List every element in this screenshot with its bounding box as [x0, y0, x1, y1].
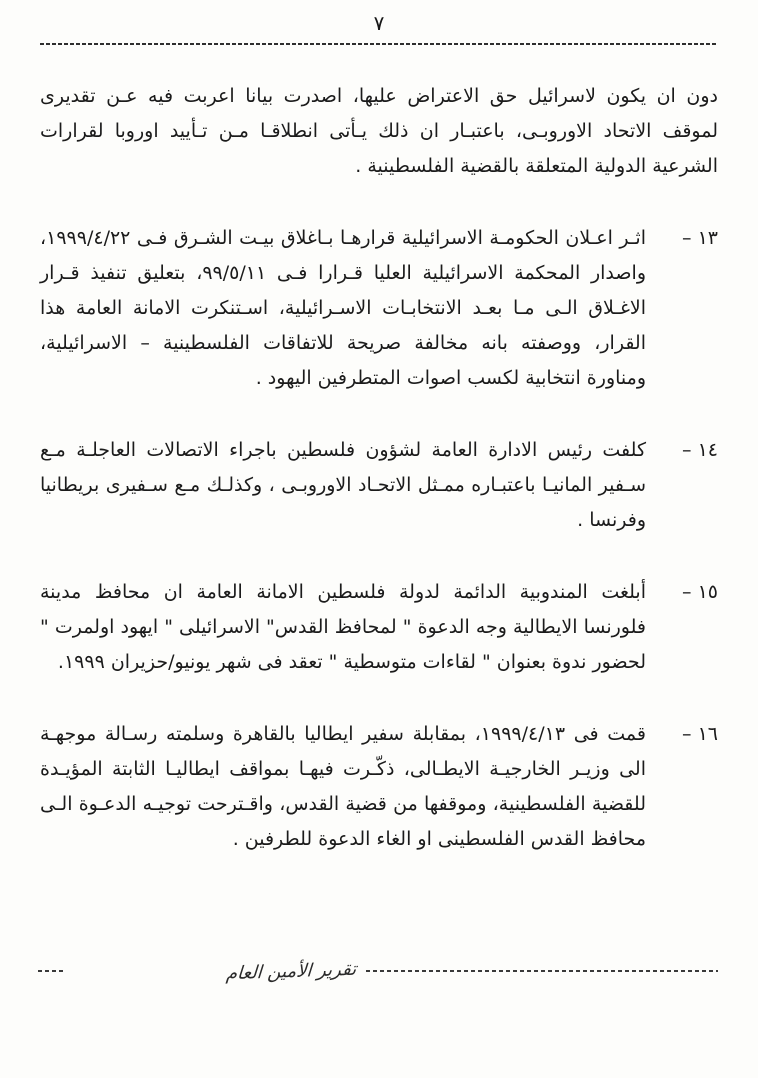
footer-rule-right	[366, 970, 718, 972]
paragraph-number: ١٦ –	[682, 723, 718, 745]
paragraph-text: قمت فى ١٩٩٩/٤/١٣، بمقابلة سفير ايطاليا بالقاهرة وسلمته رسـالة موجهـة الى وزيـر الخارجيـة الايطـالى، ذكّـرت فيهـا بمواقف ايطاليـا الثابتة المؤيـدة للقضية الفلسطينية، وموقفها من قضية القدس، واقـترحت توجيـه الدعـوة الـى محافظ القدس الفلسطينى او الغاء الدعوة للطرفين .	[40, 723, 646, 850]
paragraph-text: كلفت رئيس الادارة العامة لشؤون فلسطين باجراء الاتصالات العاجلـة مـع سـفير المانيـا باعتبـاره ممـثل الاتحـاد الاوروبـى ، وكذلـك مـع سـفيرى بريطانيا وفرنسا .	[40, 439, 646, 531]
paragraph-number: ١٤ –	[682, 439, 718, 461]
paragraph-number: ١٥ –	[682, 581, 718, 603]
page-number: ٧	[373, 11, 385, 35]
top-rule	[40, 43, 718, 45]
paragraph-continuation	[40, 79, 718, 184]
paragraph-13	[40, 221, 718, 396]
paragraph-15	[40, 575, 718, 680]
paragraph-text: دون ان يكون لاسرائيل حق الاعتراض عليها، اصدرت بيانا اعربت فيه عـن تقديرى لموقف الاتحاد الاوروبـى، باعتبـار ان ذلك يـأتى انطلاقـا مـن تـأييد اوروبا لقرارات الشرعية الدولية المتعلقة بالقضية الفلسطينية .	[40, 85, 718, 177]
paragraph-text: أبلغت المندوبية الدائمة لدولة فلسطين الامانة العامة ان محافظ مدينة فلورنسا الايطالية وجه الدعوة " لمحافظ القدس" الاسرائيلى " ايهود اولمرت " لحضور ندوة بعنوان " لقاءات متوسطية " تعقد فى شهر يونيو/حزيران ١٩٩٩.	[40, 581, 646, 673]
paragraph-number: ١٣ –	[682, 227, 718, 249]
paragraph-text: اثـر اعـلان الحكومـة الاسرائيلية قرارهـا بـاغلاق بيـت الشـرق فـى ١٩٩٩/٤/٢٢، واصدار المحكمة الاسرائيلية العليا قـرارا فـى ٩٩/٥/١١، بتعليق تنفيذ قـرار الاغـلاق الـى مـا بعـد الانتخابـات الاسـرائيلية، اسـتنكرت الامانة العامة هذا القرار، ووصفته بانه مخالفة صريحة للاتفاقات الفلسطينية – الاسرائيلية، ومناورة انتخابية لكسب اصوات المتطرفين اليهود .	[40, 227, 646, 389]
page-header	[40, 0, 718, 45]
document-body	[40, 79, 718, 857]
paragraph-16	[40, 717, 718, 857]
footer-rule-left	[38, 970, 66, 972]
signature-script: تقرير الأمين العام	[225, 958, 357, 984]
paragraph-14	[40, 433, 718, 538]
page-footer	[38, 950, 718, 992]
